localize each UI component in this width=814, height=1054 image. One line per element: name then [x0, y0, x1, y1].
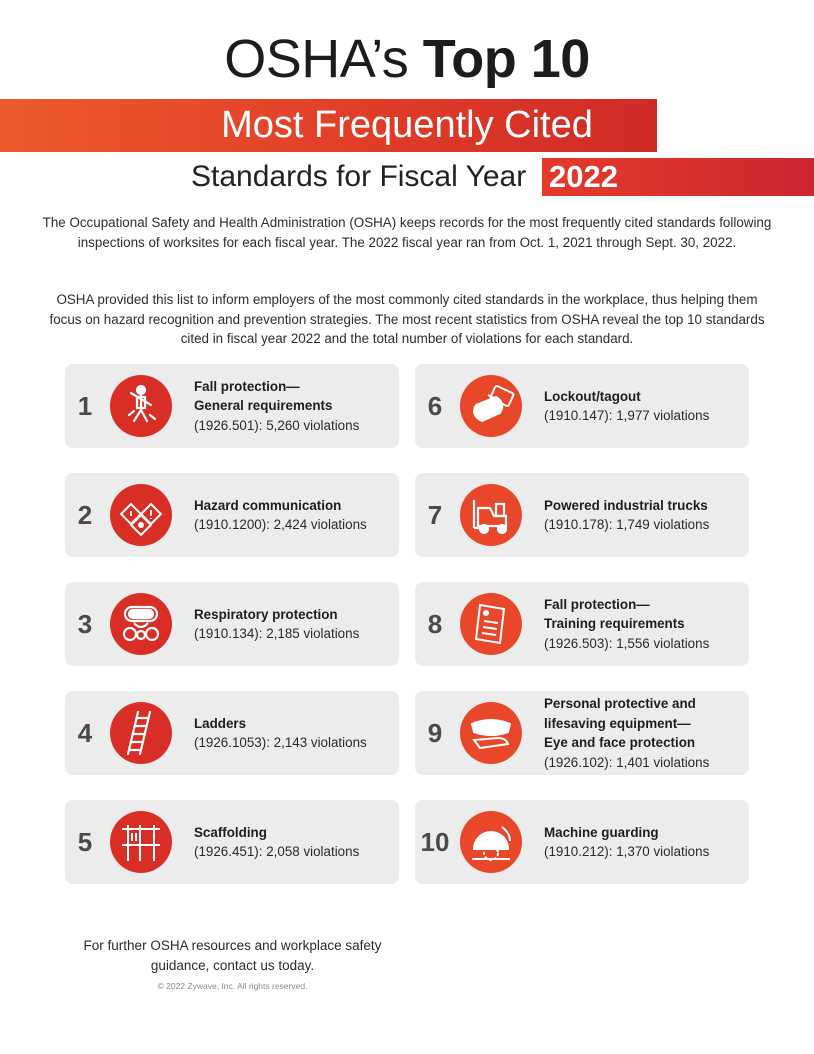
standard-card-6: [415, 364, 749, 448]
standard-subtitle: Eye and face protection: [544, 735, 696, 750]
rank-number: 4: [77, 718, 93, 748]
harness-worker-icon: [110, 375, 172, 437]
standard-text: [194, 800, 394, 884]
rank-number: 3: [77, 609, 93, 639]
standard-card-3: [65, 582, 399, 666]
standard-text: [194, 473, 394, 557]
standard-card-4: [65, 691, 399, 775]
standard-text: [194, 582, 394, 666]
rank-number: 5: [77, 827, 93, 857]
standard-text: [544, 473, 744, 557]
intro-paragraph-2: OSHA provided this list to inform employers of the most commonly cited standards in the workplace, thus helping them focus on hazard recognition and prevention strategies. The most recent statistics from OSHA reveal the top 10 standards cited in fiscal year 2022 and the total number of violations for each standard.: [49, 292, 765, 347]
standard-text: [544, 364, 744, 448]
standard-title: Respiratory protection: [194, 606, 338, 622]
lockout-tag-icon: [460, 375, 522, 437]
standard-card-2: [65, 473, 399, 557]
rank-number: 6: [427, 391, 443, 421]
standard-title: Scaffolding: [194, 824, 267, 840]
standard-detail: (1910.147): 1,977 violations: [544, 408, 710, 423]
standard-card-7: [415, 473, 749, 557]
year-bar: [542, 158, 814, 196]
standard-title: Personal protective and lifesaving equipment—: [544, 696, 696, 731]
page-title: [0, 26, 814, 92]
subtitle-row: [0, 158, 814, 196]
standard-detail: (1926.503): 1,556 violations: [544, 635, 710, 651]
standard-detail: (1926.451): 2,058 violations: [194, 844, 360, 859]
standard-subtitle: Training requirements: [544, 616, 685, 632]
rank-number: 1: [77, 391, 93, 421]
standard-card-9: [415, 691, 749, 775]
title-prefix: OSHA’s: [224, 29, 409, 89]
standard-card-8: [415, 582, 749, 666]
standard-card-5: [65, 800, 399, 884]
rank-number: 9: [427, 718, 443, 748]
standard-text: [544, 582, 744, 666]
saw-blade-guard-icon: [460, 811, 522, 873]
ladder-icon: [110, 702, 172, 764]
standard-detail: (1910.178): 1,749 violations: [544, 517, 710, 532]
standard-title: Fall protection—: [194, 378, 300, 394]
standard-detail: (1910.1200): 2,424 violations: [194, 517, 367, 532]
banner-text: Most Frequently Cited: [221, 104, 593, 146]
title-bold: Top 10: [422, 29, 590, 89]
rank-number: 2: [77, 500, 93, 530]
training-document-icon: [460, 593, 522, 655]
standard-title: Ladders: [194, 715, 247, 731]
standard-title: Powered industrial trucks: [544, 497, 708, 513]
standard-title: Fall protection—: [544, 596, 650, 612]
standard-title: Machine guarding: [544, 824, 659, 840]
standard-title: Lockout/tagout: [544, 388, 641, 404]
standard-text: [544, 800, 744, 884]
footer-text: For further OSHA resources and workplace safety guidance, contact us today.: [83, 938, 382, 973]
standard-text: [544, 691, 744, 775]
standard-detail: (1926.102): 1,401 violations: [544, 754, 710, 770]
copyright: © 2022 Zywave, Inc. All rights reserved.: [157, 981, 308, 991]
standard-detail: (1926.501): 5,260 violations: [194, 417, 360, 433]
intro-paragraph-1: The Occupational Safety and Health Administration (OSHA) keeps records for the most frequently cited standards following inspections of worksites for each fiscal year. The 2022 fiscal year ran from Oct. 1, 2021 through Sept. 30, 2022.: [42, 215, 772, 250]
standard-card-10: [415, 800, 749, 884]
rank-number: 7: [427, 500, 443, 530]
rank-number: 10: [420, 827, 450, 857]
standard-title: Hazard communication: [194, 497, 342, 513]
standard-text: [194, 364, 394, 448]
respirator-mask-icon: [110, 593, 172, 655]
forklift-icon: [460, 484, 522, 546]
rank-number: 8: [427, 609, 443, 639]
hazard-pictogram-icon: [110, 484, 172, 546]
standard-card-1: [65, 364, 399, 448]
subtitle: Standards for Fiscal Year: [191, 160, 527, 193]
standard-detail: (1910.134): 2,185 violations: [194, 626, 360, 641]
standard-text: [194, 691, 394, 775]
standard-detail: (1910.212): 1,370 violations: [544, 844, 710, 859]
standard-subtitle: General requirements: [194, 398, 333, 414]
scaffolding-icon: [110, 811, 172, 873]
safety-goggles-icon: [460, 702, 522, 764]
standard-detail: (1926.1053): 2,143 violations: [194, 735, 367, 750]
year-label: 2022: [549, 159, 618, 194]
